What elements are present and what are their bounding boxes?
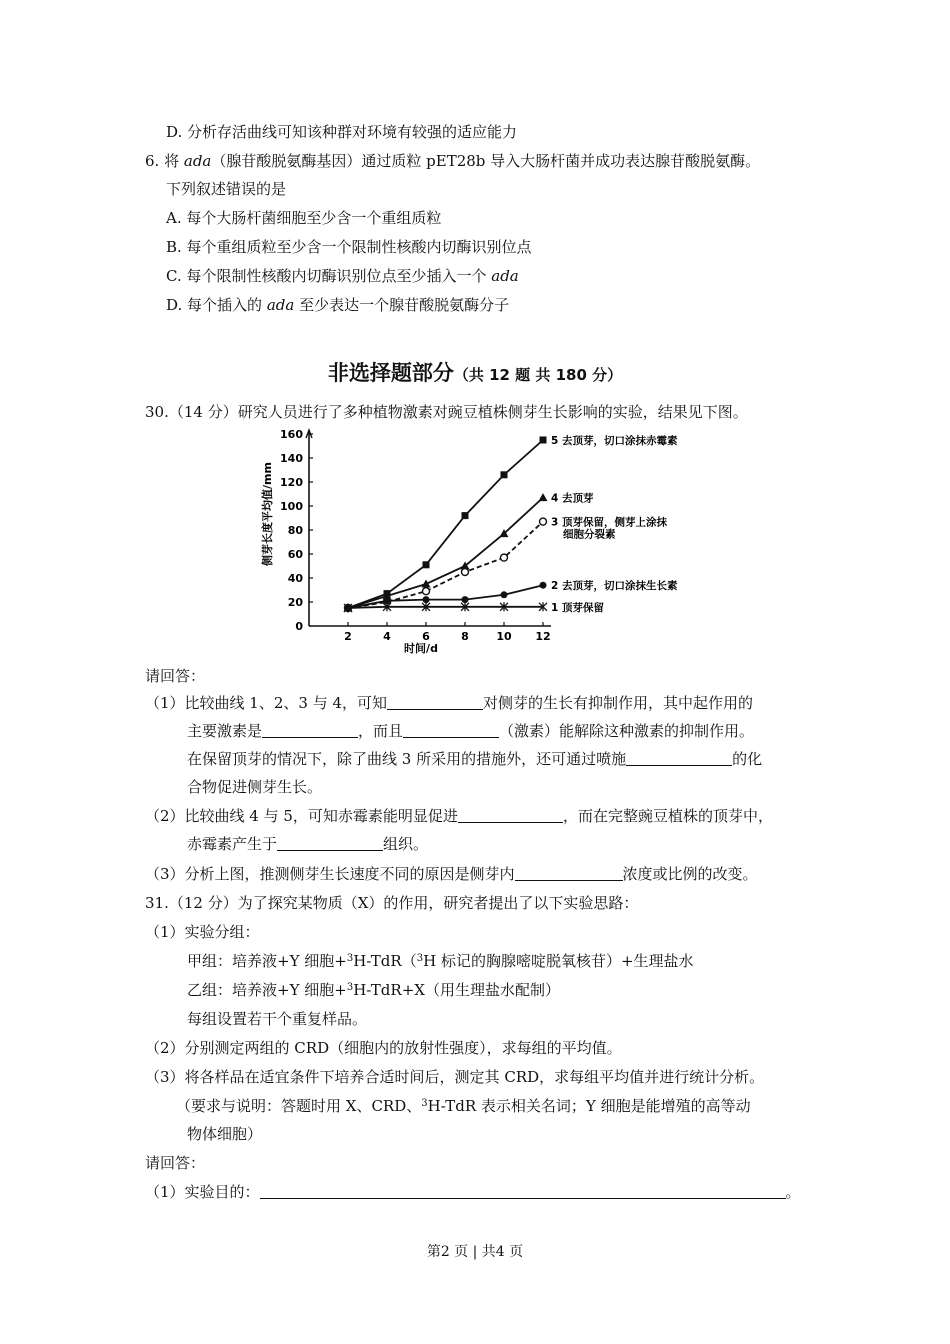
legend-label-2: 2 去顶芽，切口涂抹生长素 [551, 580, 678, 593]
answer-blank[interactable] [458, 807, 563, 823]
q31-group-yi [187, 980, 560, 1000]
y-axis-label: 侧芽长度平均值/mm [261, 462, 274, 566]
answer-blank[interactable] [387, 694, 483, 710]
legend-label-4: 4 去顶芽 [551, 492, 594, 505]
q31-step2: （2）分别测定两组的 CRD（细胞内的放射性强度），求每组的平均值。 [145, 1039, 622, 1057]
q31-sup: 3 [346, 982, 354, 993]
y-tick-label: 20 [287, 596, 303, 609]
page-footer: 第2 页 | 共4 页 [426, 1244, 524, 1260]
legend-label-1: 1 顶芽保留 [551, 601, 604, 614]
y-tick-label: 40 [287, 572, 303, 585]
q6-option-c [166, 266, 519, 286]
q30-stem: 30.（14 分）研究人员进行了多种植物激素对豌豆植株侧芽生长影响的实验，结果见下图。 [145, 403, 748, 421]
q30-part1-line3 [187, 749, 762, 769]
q31-repeat: 每组设置若干个重复样品。 [187, 1010, 368, 1028]
q30-chart [255, 426, 715, 656]
q6-stem-rest: （腺苷酸脱氨酶基因）通过质粒 pET28b 导入大肠杆菌并成功表达腺苷酸脱氨酶。 [211, 152, 761, 170]
q30-part1-line4: 合物促进侧芽生长。 [187, 778, 323, 796]
data-point [501, 471, 508, 478]
q6-stem [145, 151, 760, 171]
q6-option-a: A. 每个大肠杆菌细胞至少含一个重组质粒 [166, 209, 442, 227]
legend-label-3 [551, 516, 667, 541]
data-point [423, 561, 430, 568]
data-point [540, 582, 547, 589]
x-tick-label: 6 [422, 630, 430, 643]
data-point [540, 437, 547, 444]
q31-note-text-b: H-TdR 表示相关名词；Y 细胞是能增殖的高等动 [427, 1097, 751, 1115]
q30-part1-line1 [145, 693, 753, 713]
legend-label-5: 5 去顶芽，切口涂抹赤霉素 [551, 435, 678, 447]
q6-option-c-text: C. 每个限制性核酸内切酶识别位点至少插入一个 [166, 267, 487, 285]
q30-part2-line1 [145, 806, 773, 826]
q30-part1-text-a: （1）比较曲线 1、2、3 与 4，可知 [145, 694, 388, 712]
q31-please-answer: 请回答： [145, 1154, 206, 1172]
q6-number: 6. 将 [145, 152, 180, 170]
chart-axes [280, 428, 551, 643]
series-line-4 [348, 498, 543, 608]
q30-part1-text-g: 的化 [732, 750, 763, 768]
q31-answer1-label: （1）实验目的： [145, 1183, 260, 1201]
answer-blank[interactable] [403, 722, 499, 738]
q31-note-text-a: （要求与说明：答题时用 X、CRD、 [176, 1097, 422, 1115]
y-tick-label: 160 [280, 428, 303, 441]
answer-blank[interactable] [277, 835, 383, 851]
x-tick-label: 2 [344, 630, 352, 643]
q31-step3: （3）将各样品在适宜条件下培养合适时间后，测定其 CRD，求每组平均值并进行统计分析。 [145, 1068, 765, 1086]
q31-yi-text-b: H-TdR+X（用生理盐水配制） [353, 981, 560, 999]
q30-part2-text-d: 组织。 [383, 835, 429, 853]
q6-option-d-text2: 至少表达一个腺苷酸脱氨酶分子 [299, 296, 510, 314]
legend-line: 3 顶芽保留，侧芽上涂抹 [551, 516, 667, 529]
q31-jia-text-c: H 标记的胸腺嘧啶脱氧核苷）+生理盐水 [423, 952, 694, 970]
y-tick-label: 120 [280, 476, 303, 489]
x-tick-label: 4 [383, 630, 391, 643]
q30-part2-text-a: （2）比较曲线 4 与 5，可知赤霉素能明显促进 [145, 807, 458, 825]
q30-part1-line2 [187, 721, 754, 741]
data-point [462, 512, 469, 519]
q30-part2-text-b: ，而在完整豌豆植株的顶芽中， [562, 807, 773, 825]
data-point [423, 596, 430, 603]
q30-part1-text-e: （激素）能解除这种激素的抑制作用。 [499, 722, 755, 740]
answer-blank[interactable] [626, 750, 732, 766]
series-line-1 [348, 607, 543, 608]
answer-blank[interactable] [515, 865, 623, 881]
x-tick-label: 10 [496, 630, 512, 643]
q6-gene: ada [183, 152, 212, 170]
q6-option-d-gene: ada [266, 296, 295, 314]
y-tick-label: 80 [287, 524, 303, 537]
q30-part2-text-c: 赤霉素产生于 [187, 835, 278, 853]
series-line-3 [348, 522, 543, 608]
q5-option-d: D. 分析存活曲线可知该种群对环境有较强的适应能力 [166, 123, 518, 141]
section-title [0, 357, 950, 387]
q30-part1-text-f: 在保留顶芽的情况下，除了曲线 3 所采用的措施外，还可通过喷施 [187, 750, 627, 768]
q6-stem-line2: 下列叙述错误的是 [166, 180, 287, 198]
q31-step1: （1）实验分组： [145, 923, 260, 941]
q31-sup: 3 [421, 1098, 428, 1109]
q31-stem: 31.（12 分）为了探究某物质（X）的作用，研究者提出了以下实验思路： [145, 894, 639, 912]
q31-jia-text-a: 甲组：培养液+Y 细胞+ [187, 952, 347, 970]
q30-part1-text-d: ，而且 [358, 722, 404, 740]
q31-sup: 3 [416, 953, 424, 964]
q30-part3-text-b: 浓度或比例的改变。 [622, 865, 758, 883]
q30-part3-text-a: （3）分析上图，推测侧芽生长速度不同的原因是侧芽内 [145, 865, 515, 883]
q30-part1-text-b: 对侧芽的生长有抑制作用，其中起作用的 [483, 694, 754, 712]
data-point [501, 554, 508, 561]
q31-note-line1 [176, 1096, 751, 1116]
q31-group-jia [187, 951, 694, 971]
data-point [462, 596, 469, 603]
q6-option-b: B. 每个重组质粒至少含一个限制性核酸内切酶识别位点 [166, 238, 532, 256]
q31-answer1 [145, 1182, 801, 1202]
legend-line: 细胞分裂素 [563, 528, 616, 541]
q31-yi-text-a: 乙组：培养液+Y 细胞+ [187, 981, 347, 999]
data-point [423, 588, 430, 595]
q30-part3 [145, 864, 758, 884]
y-tick-label: 0 [295, 620, 303, 633]
q30-part2-line2 [187, 834, 428, 854]
data-point [539, 493, 548, 501]
q31-sup: 3 [346, 953, 354, 964]
q31-jia-text-b: H-TdR（ [353, 952, 417, 970]
q30-please-answer: 请回答： [145, 667, 206, 685]
x-tick-label: 12 [535, 630, 551, 643]
answer-blank[interactable] [260, 1183, 786, 1199]
q6-option-d [166, 295, 509, 315]
y-tick-label: 60 [287, 548, 303, 561]
data-point [501, 591, 508, 598]
y-tick-label: 140 [280, 452, 303, 465]
chart-legend [551, 434, 678, 614]
answer-blank[interactable] [262, 722, 358, 738]
chart-lines [348, 440, 543, 608]
data-point [540, 518, 547, 525]
section-title-sub: （共 12 题 共 180 分） [453, 366, 623, 384]
q6-option-d-text: D. 每个插入的 [166, 296, 263, 314]
x-axis-label: 时间/d [404, 642, 438, 655]
x-tick-label: 8 [461, 630, 469, 643]
y-tick-label: 100 [280, 500, 303, 513]
q31-note-line2: 物体细胞） [187, 1125, 263, 1143]
q31-answer1-end: 。 [785, 1183, 801, 1201]
data-point [462, 569, 469, 576]
section-title-main: 非选择题部分 [327, 361, 454, 385]
q6-option-c-gene: ada [491, 267, 519, 285]
q30-part1-text-c: 主要激素是 [187, 722, 263, 740]
